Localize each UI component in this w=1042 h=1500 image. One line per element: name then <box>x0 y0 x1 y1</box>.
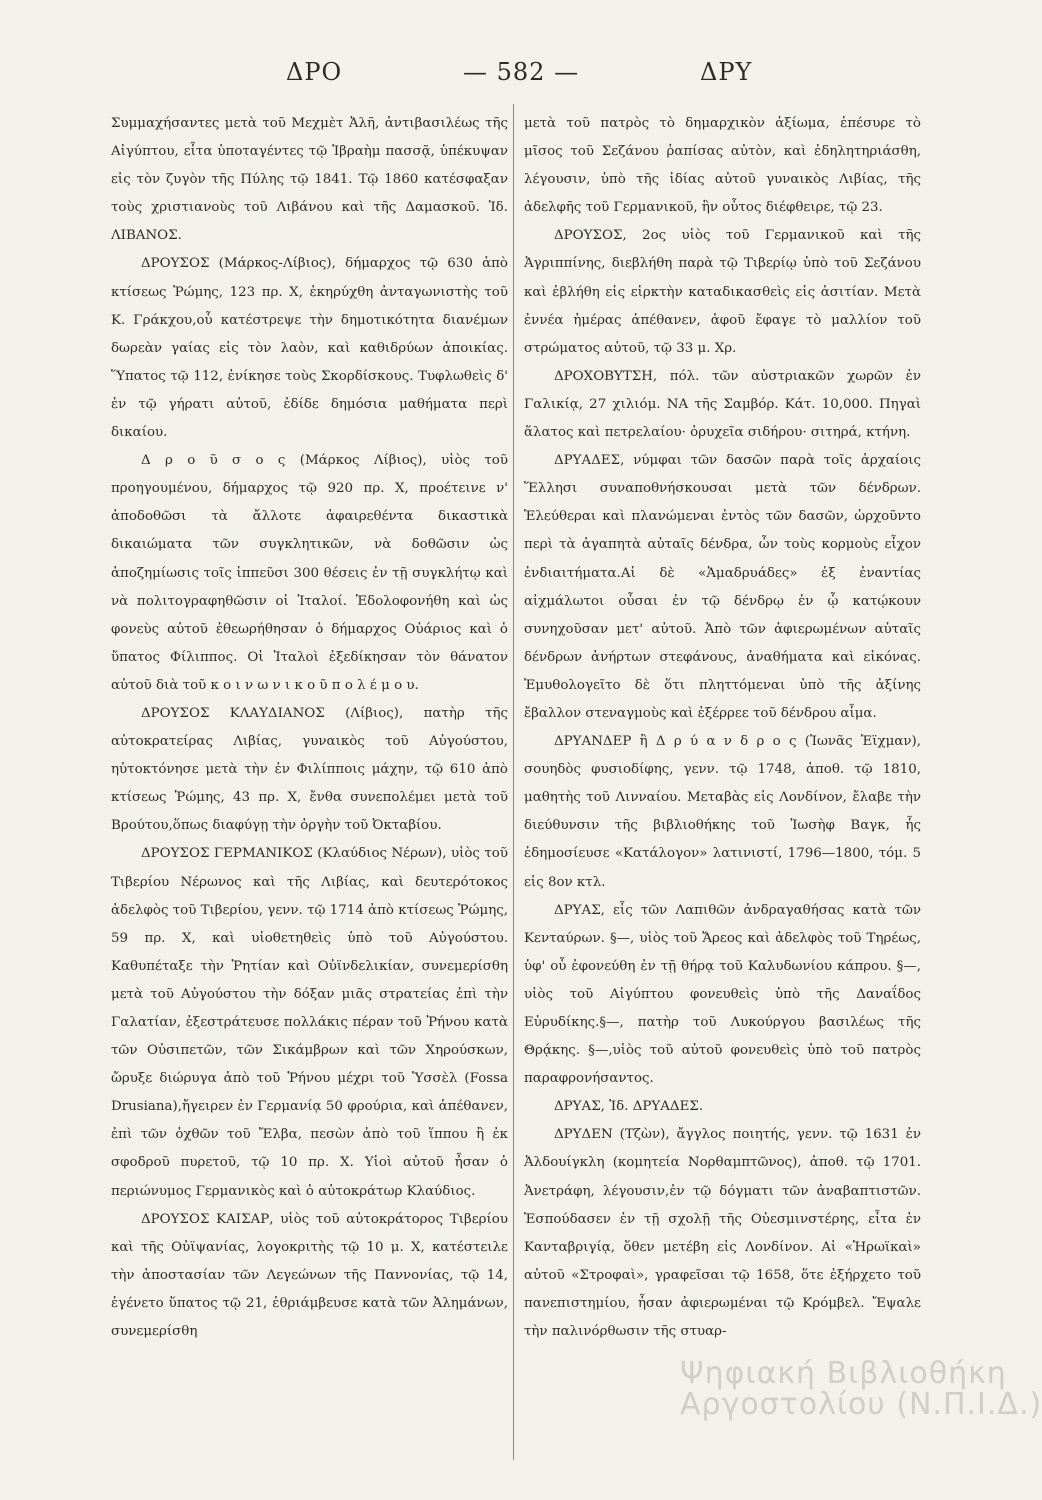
left-column <box>111 110 508 1346</box>
entry-paragraph: ΔΡΥΑΝΔΕΡ ἢ Δ ρ ύ α ν δ ρ ο ς (Ἰωνᾶς Ἐϊχμαν), σουηδὸς φυσιοδίφης, γενν. τῷ 1748, ἀποθ. τῷ 1810, μαθητὴς τοῦ Λινναίου. Μεταβὰς εἰς Λονδίνον, ἔλαβε τὴν διεύθυνσιν τῆς βιβλιοθήκης τοῦ Ἰωσὴφ Βαγκ, ἧς ἐδημοσίευσε «Κατάλογον» λατινιστί, 1796—1800, τόμ. 5 εἰς 8ον κτλ. <box>524 734 921 890</box>
running-header <box>0 58 997 94</box>
entry-paragraph: Δ ρ ο ῦ σ ο ς (Μάρκος Λίβιος), υἱὸς τοῦ προηγουμένου, δήμαρχος τῷ 920 πρ. Χ, προέτεινε ν' ἀποδοθῶσι τὰ ἄλλοτε ἀφαιρεθέντα δικαστικὰ δικαιώματα τῶν συγκλητικῶν, νὰ δοθῶσιν ὡς ἀποζημίωσις τοῖς ἱππεῦσι 300 θέσεις ἐν τῇ συγκλήτῳ καὶ νὰ πολιτογραφηθῶσιν οἱ Ἰταλοί. Ἐδολοφονήθη καὶ ὡς φονεὺς αὐτοῦ ἐθεωρήθησαν ὁ δήμαρχος Οὐάριος καὶ ὁ ὕπατος Φίλιππος. Οἱ Ἰταλοὶ ἐξεδίκησαν τὸν θάνατον αὐτοῦ διὰ τοῦ κ ο ι ν ω ν ι κ ο ῦ π ο λ έ μ ο υ. <box>111 453 508 693</box>
entry-paragraph: ΔΡΟΥΣΟΣ ΚΛΑΥΔΙΑΝΟΣ (Λίβιος), πατὴρ τῆς αὐτοκρατείρας Λιβίας, γυναικὸς τοῦ Αὐγούστου, ηὐτοκτόνησε μετὰ τὴν ἐν Φιλίπποις μάχην, τῷ 610 ἀπὸ κτίσεως Ῥώμης, 43 πρ. Χ, ἔνθα συνεπολέμει μετὰ τοῦ Βρούτου,ὅπως διαφύγῃ τὴν ὀργὴν τοῦ Ὀκταβίου. <box>111 705 508 834</box>
entry-paragraph: ΔΡΥΑΣ, Ἰδ. ΔΡΥΑΔΕΣ. <box>554 1099 704 1115</box>
entry-paragraph: ΔΡΥΑΣ, εἷς τῶν Λαπιθῶν ἀνδραγαθήσας κατὰ τῶν Κενταύρων. §—, υἱὸς τοῦ Ἄρεος καὶ ἀδελφὸς τοῦ Τηρέως, ὑφ' οὗ ἐφονεύθη ἐν τῇ θήρᾳ τοῦ Καλυδωνίου κάπρου. §—, υἱὸς τοῦ Αἰγύπτου φονευθεὶς ὑπὸ τῆς Δαναΐδος Εὐρυδίκης.§—, πατὴρ τοῦ Λυκούργου βασιλέως τῆς Θρᾴκης. §—,υἱὸς τοῦ αὐτοῦ φονευθεὶς ὑπὸ τοῦ πατρὸς παραφρονήσαντος. <box>524 902 921 1087</box>
column-divider <box>513 104 514 1460</box>
entry-paragraph: ΔΡΟΥΣΟΣ ΓΕΡΜΑΝΙΚΟΣ (Κλαύδιος Νέρων), υἱὸς τοῦ Τιβερίου Νέρωνος καὶ τῆς Λιβίας, καὶ δευτερότοκος ἀδελφὸς τοῦ Τιβερίου, γενν. τῷ 1714 ἀπὸ κτίσεως Ῥώμης, 59 πρ. Χ, καὶ υἱοθετηθεὶς ὑπὸ τοῦ Αὐγούστου. Καθυπέταξε τὴν Ῥητίαν καὶ Οὐϊνδελικίαν, συνεμερίσθη μετὰ τοῦ Αὐγούστου τὴν δόξαν μιᾶς στρατείας ἐπὶ τὴν Γαλατίαν, ἐξεστράτευσε πολλάκις πέραν τοῦ Ῥήνου κατὰ τῶν Οὐσιπετῶν, τῶν Σικάμβρων καὶ τῶν Χηρούσκων, ὤρυξε διώρυγα ἀπὸ τοῦ Ῥήνου μέχρι τοῦ Ὑσσὲλ (Fossa Drusiana),ἤγειρεν ἐν Γερμανίᾳ 50 φρούρια, καὶ ἀπέθανεν, ἐπὶ τῶν ὀχθῶν τοῦ Ἔλβα, πεσὼν ἀπὸ τοῦ ἵππου ἢ ἐκ σφοδροῦ πυρετοῦ, τῷ 10 πρ. Χ. Υἱοὶ αὐτοῦ ἦσαν ὁ περιώνυμος Γερμανικὸς καὶ ὁ αὐτοκράτωρ Κλαύδιος. <box>111 846 508 1199</box>
library-watermark <box>680 1356 1042 1422</box>
left-guide-word: ΔΡΟ <box>286 58 343 86</box>
page-number: — 582 — <box>463 58 580 86</box>
entry-paragraph: ΔΡΥΔΕΝ (Τζὼν), ἄγγλος ποιητής, γενν. τῷ 1631 ἐν Ἀλδουίγκλη (κομητεία Νορθαμπτῶνος), ἀποθ. τῷ 1701. Ἀνετράφη, λέγουσιν,ἐν τῷ δόγματι τῶν ἀναβαπτιστῶν. Ἐσπούδασεν ἐν τῇ σχολῇ τῆς Οὐεσμινστέρης, εἶτα ἐν Κανταβριγίᾳ, ὅθεν μετέβη εἰς Λονδίνον. Αἱ «Ἡρωϊκαὶ» αὐτοῦ «Στροφαὶ», γραφεῖσαι τῷ 1658, ὅτε ἐξήρχετο τοῦ πανεπιστημίου, ἦσαν ἀφιερωμέναι τῷ Κρόμβελ. Ἔψαλε τὴν παλινόρθωσιν τῆς στυαρ- <box>524 1127 921 1340</box>
entry-paragraph: ΔΡΟΥΣΟΣ ΚΑΙΣΑΡ, υἱὸς τοῦ αὐτοκράτορος Τιβερίου καὶ τῆς Οὐϊψανίας, λογοκριτὴς τῷ 10 μ. Χ, κατέστειλε τὴν ἀποστασίαν τῶν Λεγεώνων τῆς Παννονίας, τῷ 14, ἐγένετο ὕπατος τῷ 21, ἐθριάμβευσε κατὰ τῶν Ἀλημάνων, συνεμερίσθη <box>111 1211 508 1340</box>
right-column <box>524 110 921 1346</box>
entry-paragraph: ΔΡΟΥΣΟΣ, 2ος υἱὸς τοῦ Γερμανικοῦ καὶ τῆς Ἀγριππίνης, διεβλήθη παρὰ τῷ Τιβερίῳ ὑπὸ τοῦ Σεζάνου καὶ ἐβλήθη εἰς εἱρκτὴν καταδικασθεὶς εἰς ἀσιτίαν. Μετὰ ἐννέα ἡμέρας ἀπέθανεν, ἀφοῦ ἔφαγε τὸ μαλλίον τοῦ στρώματος αὐτοῦ, τῷ 33 μ. Χρ. <box>524 228 921 356</box>
right-guide-word: ΔΡΥ <box>700 58 753 86</box>
entry-paragraph: ΔΡΥΑΔΕΣ, νύμφαι τῶν δασῶν παρὰ τοῖς ἀρχαίοις Ἕλλησι συναποθνήσκουσαι μετὰ τῶν δένδρων. Ἐλεύθεραι καὶ πλανώμεναι ἐντὸς τῶν δασῶν, ὠρχοῦντο περὶ τὰ ἀγαπητὰ αὐταῖς δένδρα, ὧν τοὺς κορμοὺς εἶχον ἐνδιαιτήματα.Αἱ δὲ «Ἁμαδρυάδες» ἐξ ἐναντίας αἰχμάλωτοι οὖσαι ἐν τῷ δένδρῳ ἐν ᾧ κατῴκουν συνηχοῦσαν μετ' αὐτοῦ. Ἀπὸ τῶν ἀφιερωμένων αὐταῖς δένδρων ἀνήρτων στεφάνους, ἀναθήματα καὶ εἰκόνας. Ἐμυθολογεῖτο δὲ ὅτι πληττόμεναι ὑπὸ τῆς ἀξίνης ἔβαλλον στεναγμοὺς καὶ ἐξέρρεε τοῦ δένδρου αἷμα. <box>524 453 921 721</box>
watermark-line-2: Αργοστολίου (Ν.Π.Ι.Δ.) <box>680 1387 1042 1422</box>
entry-paragraph: ΔΡΟΥΣΟΣ (Μάρκος-Λίβιος), δήμαρχος τῷ 630 ἀπὸ κτίσεως Ῥώμης, 123 πρ. Χ, ἐκηρύχθη ἀνταγωνιστὴς τοῦ Κ. Γράκχου,οὗ κατέστρεψε τὴν δημοτικότητα διανέμων δωρεὰν γαίας εἰς τὸν λαὸν, καὶ καθιδρύων ἀποικίας. Ὕπατος τῷ 112, ἐνίκησε τοὺς Σκορδίσκους. Τυφλωθεὶς δ' ἐν τῷ γήρατι αὐτοῦ, ἐδίδε δημόσια μαθήματα περὶ δικαίου. <box>111 256 508 441</box>
entry-paragraph: ΔΡΟΧΟΒΥΤΣΗ, πόλ. τῶν αὐστριακῶν χωρῶν ἐν Γαλικίᾳ, 27 χιλιόμ. ΝΑ τῆς Σαμβόρ. Κάτ. 10,000. Πηγαὶ ἅλατος καὶ πετρελαίου· ὀρυχεῖα σιδήρου· σιτηρά, κτήνη. <box>524 368 921 441</box>
entry-paragraph: Συμμαχήσαντες μετὰ τοῦ Μεχμὲτ Ἀλῆ, ἀντιβασιλέως τῆς Αἰγύπτου, εἶτα ὑποταγέντες τῷ Ἰβραὴμ πασσᾷ, ὑπέκυψαν εἰς τὸν ζυγὸν τῆς Πύλης τῷ 1841. Τῷ 1860 κατέσφαξαν τοὺς χριστιανοὺς τοῦ Λιβάνου καὶ τῆς Δαμασκοῦ. Ἰδ. ΛΙΒΑΝΟΣ. <box>111 116 508 244</box>
entry-paragraph: μετὰ τοῦ πατρὸς τὸ δημαρχικὸν ἀξίωμα, ἐπέσυρε τὸ μῖσος τοῦ Σεζάνου ῥαπίσας αὐτὸν, καὶ ἐδηλητηριάσθη, λέγουσιν, ὑπὸ τῆς ἰδίας αὐτοῦ γυναικὸς Λιβίας, τῆς ἀδελφῆς τοῦ Γερμανικοῦ, ἣν οὗτος διέφθειρε, τῷ 23. <box>524 116 921 216</box>
watermark-line-1: Ψηφιακή Βιβλιοθήκη <box>680 1356 1007 1391</box>
